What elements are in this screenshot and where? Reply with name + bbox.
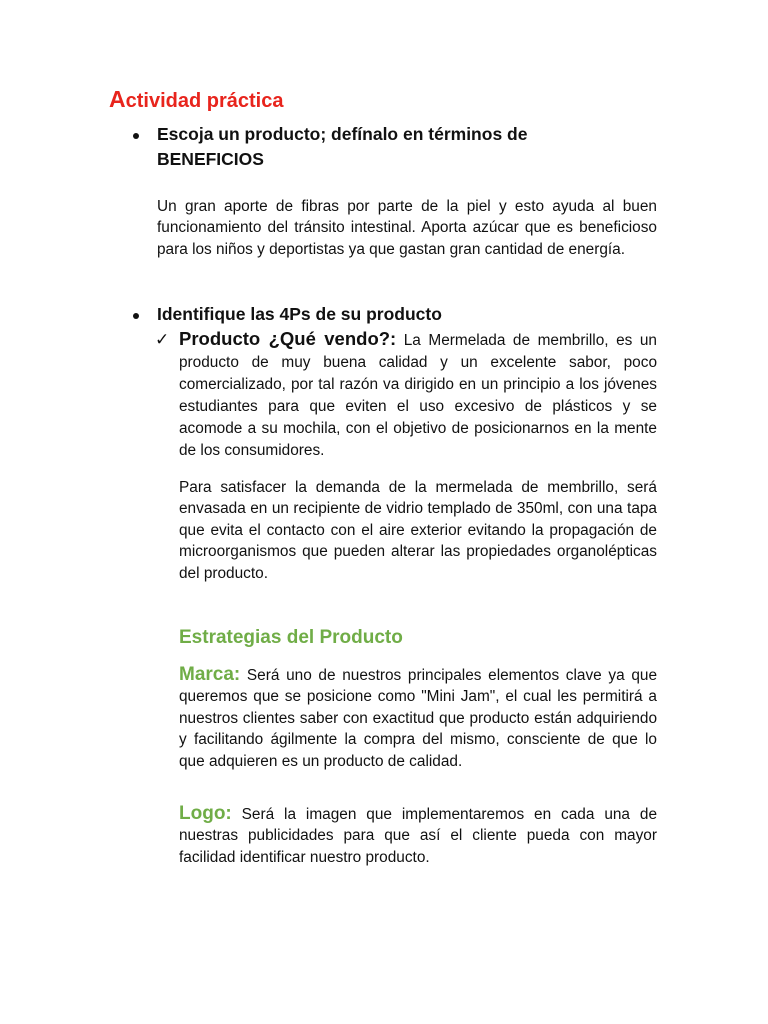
strategies-heading: Estrategias del Producto bbox=[179, 627, 403, 648]
section1-heading-line1: Escoja un producto; defínalo en términos de bbox=[157, 124, 528, 144]
producto-lead: Producto ¿Qué vendo?: bbox=[179, 328, 397, 349]
marca-paragraph bbox=[179, 664, 657, 772]
section1-heading-line2: BENEFICIOS bbox=[157, 149, 264, 169]
page-title-rest: ctividad práctica bbox=[125, 90, 284, 112]
logo-paragraph bbox=[179, 803, 657, 868]
logo-body: Será la imagen que implementaremos en cada una de nuestras publicidades para que así el cliente pueda con mayor facilidad identificar nuestro producto. bbox=[179, 806, 657, 866]
bullet-icon bbox=[133, 133, 139, 139]
page-title-initial: A bbox=[109, 86, 126, 112]
bullet-icon bbox=[133, 313, 139, 319]
producto-paragraph bbox=[179, 328, 657, 462]
benefits-paragraph: Un gran aporte de fibras por parte de la piel y esto ayuda al buen funcionamiento del tránsito intestinal. Aporta azúcar que es beneficioso para los niños y deportistas ya que gastan gran cantidad de energía. bbox=[157, 198, 657, 258]
section2-heading: Identifique las 4Ps de su producto bbox=[157, 304, 442, 324]
marca-body: Será uno de nuestros principales elementos clave ya que queremos que se posicione como "Mini Jam", el cual les permitirá a nuestros clientes saber con exactitud que producto están adquiriendo y facilitando ágilmente la compra del mismo, consciente de que lo que adquieren es un producto de calidad. bbox=[179, 667, 657, 770]
demand-paragraph: Para satisfacer la demanda de la mermelada de membrillo, será envasada en un recipiente de vidrio templado de 350ml, con una tapa que evita el contacto con el aire exterior evitando la propagación de microorganismos que pueden alterar las propiedades organolépticas del producto. bbox=[179, 479, 657, 582]
section1-heading bbox=[157, 122, 527, 172]
marca-lead: Marca: bbox=[179, 664, 241, 685]
page-title bbox=[109, 86, 283, 113]
logo-lead: Logo: bbox=[179, 803, 232, 824]
checkmark-icon: ✓ bbox=[155, 330, 170, 349]
producto-body: La Mermelada de membrillo, es un producto de muy buena calidad y un excelente sabor, poco comercializado, por tal razón va dirigido en un principio a los jóvenes estudiantes para que eviten el uso excesivo de plásticos y se acomode a su mochila, con el objetivo de posicionarnos en la mente de los consumidores. bbox=[179, 332, 657, 459]
